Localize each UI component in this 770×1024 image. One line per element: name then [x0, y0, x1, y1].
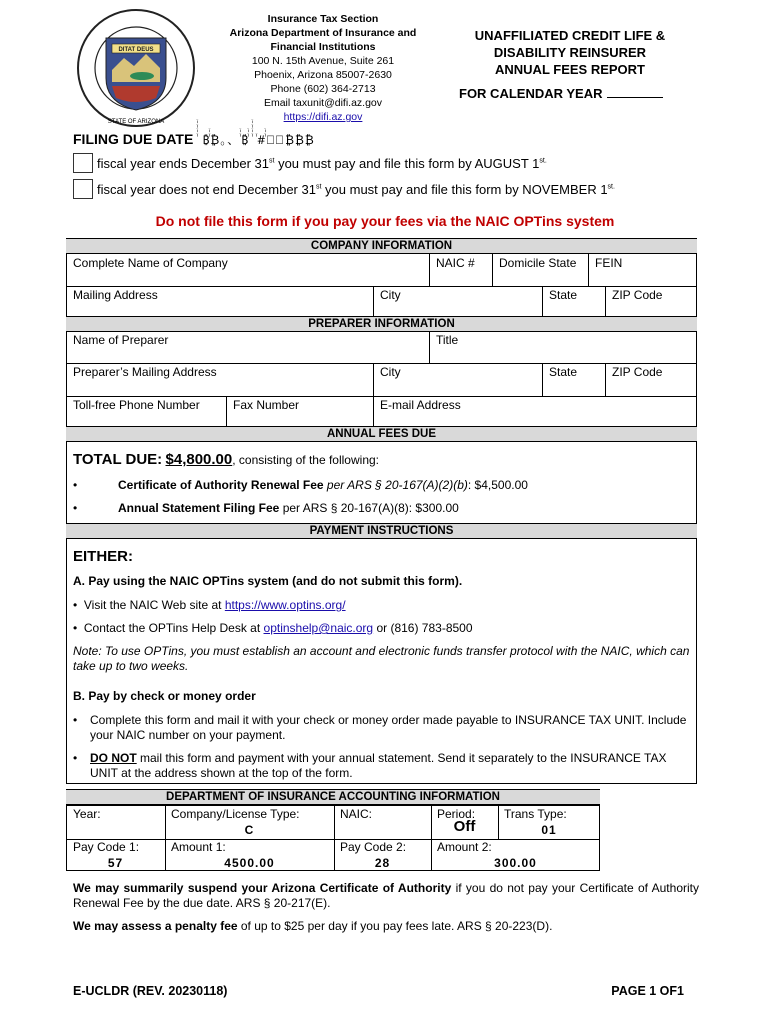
divider: [66, 363, 697, 364]
b2-text: mail this form and payment with your annual statement. Send it separately to the INSURANCE TAX UNIT at the address shown at the top of the form.: [90, 751, 667, 780]
divider: [373, 396, 374, 426]
acct-company-type-value: C: [244, 823, 255, 837]
optins-website-link[interactable]: https://www.optins.org/: [224, 598, 346, 612]
divider: [542, 363, 543, 396]
fee-item1-amount: : $4,500.00: [467, 478, 528, 492]
bullet-icon: •: [73, 501, 78, 515]
filing-due-garbled-text: ꙶꙶꙶꙶ ₿ꙶꙶ₿。、ꙶꙶ₿ꙶꙶ ꙶꙶꙶꙶ ꙶ#ꙶꙶ◯꙱₿₿₿: [197, 133, 315, 147]
acct-naic-label: NAIC:: [340, 807, 373, 821]
acct-amount1-label: Amount 1:: [171, 840, 226, 854]
acct-pay-code2-label: Pay Code 2:: [340, 840, 407, 854]
total-due-line: [73, 451, 379, 468]
divider: [226, 396, 227, 426]
mailing-address-field[interactable]: Mailing Address: [73, 288, 158, 302]
opt1-post: you must pay and file this form by AUGUST 1: [278, 156, 540, 171]
domicile-state-field[interactable]: Domicile State: [499, 256, 577, 270]
divider: [373, 363, 374, 396]
option-b-bullet1: Complete this form and mail it with your check or money order made payable to INSURANCE TAX UNIT. Include your NAIC number on your payment.: [90, 713, 687, 742]
agency-website-link[interactable]: https://difi.az.gov: [283, 111, 363, 123]
preparer-zip-field[interactable]: ZIP Code: [612, 365, 663, 379]
report-title-line1: UNAFFILIATED CREDIT LIFE &: [474, 28, 666, 43]
report-title-line3: ANNUAL FEES REPORT: [495, 62, 645, 77]
opt2-sup: st: [315, 183, 322, 191]
fee-item-filing: [118, 501, 459, 515]
agency-address2: Phoenix, Arizona 85007-2630: [254, 69, 392, 81]
n2-rest: of up to $25 per day if you pay fees late. ARS § 20-223(D).: [237, 919, 553, 933]
bullet-icon: •: [73, 713, 78, 727]
opt1-sup2: st.: [539, 157, 547, 165]
agency-phone: Phone (602) 364-2713: [270, 83, 376, 95]
divider: [605, 286, 606, 316]
divider: [66, 839, 600, 840]
a2-text: Contact the OPTins Help Desk at: [83, 621, 264, 635]
acct-company-type-label: Company/License Type:: [171, 807, 300, 821]
company-name-field[interactable]: Complete Name of Company: [73, 256, 228, 270]
toll-free-phone-field[interactable]: Toll-free Phone Number: [73, 398, 200, 412]
calendar-year-field: [459, 85, 663, 101]
acct-amount2-value: 300.00: [494, 856, 537, 870]
form-revision: E-UCLDR (REV. 20230118): [73, 984, 228, 998]
agency-line1: Insurance Tax Section: [267, 13, 379, 25]
state-seal-logo: [76, 8, 196, 128]
acct-amount2-label: Amount 2:: [437, 840, 492, 854]
optins-email-link[interactable]: optinshelp@naic.org: [263, 621, 374, 635]
annual-fees-header: ANNUAL FEES DUE: [66, 426, 697, 442]
divider: [66, 286, 697, 287]
either-heading: EITHER:: [73, 548, 133, 565]
divider: [66, 396, 697, 397]
bullet-icon: •: [73, 621, 78, 635]
total-due-label: TOTAL DUE:: [73, 451, 163, 468]
email-address-field[interactable]: E-mail Address: [380, 398, 461, 412]
seal-ring-bottom: STATE OF ARIZONA: [107, 119, 165, 125]
page-number: PAGE 1 OF1: [611, 984, 684, 998]
divider: [373, 286, 374, 316]
n1-bold: We may summarily suspend your Arizona Certificate of Authority: [73, 881, 452, 895]
option-a-bullet2: [73, 621, 693, 636]
optins-warning: Do not file this form if you pay your fees via the NAIC OPTins system: [155, 213, 615, 229]
penalty-notice: [73, 919, 699, 934]
acct-pay-code2-value: 28: [374, 856, 391, 870]
n2-bold: We may assess a penalty fee: [73, 919, 238, 933]
preparer-mailing-field[interactable]: Preparer’s Mailing Address: [73, 365, 217, 379]
bullet-icon: •: [73, 598, 78, 612]
agency-address-block: [222, 12, 424, 124]
option-a-title: A. Pay using the NAIC OPTins system (and do not submit this form).: [73, 574, 463, 588]
report-title-line2: DISABILITY REINSURER: [493, 45, 647, 60]
company-info-header: COMPANY INFORMATION: [66, 238, 697, 254]
fee-item1-citation: per ARS § 20-167(A)(2)(b): [323, 478, 468, 492]
preparer-info-header: PREPARER INFORMATION: [66, 316, 697, 332]
opt2-text: fiscal year does not end December 31: [97, 182, 316, 197]
acct-year-label: Year:: [73, 807, 101, 821]
opt2-post: you must pay and file this form by NOVEMBER 1: [325, 182, 608, 197]
acct-pay-code1-value: 57: [107, 856, 124, 870]
accounting-header: DEPARTMENT OF INSURANCE ACCOUNTING INFORMATION: [66, 789, 600, 805]
agency-line2: Arizona Department of Insurance and Financial Institutions: [229, 27, 417, 53]
divider: [429, 331, 430, 363]
naic-field[interactable]: NAIC #: [436, 256, 475, 270]
acct-trans-type-value: 01: [541, 823, 557, 837]
agency-address1: 100 N. 15th Avenue, Suite 261: [251, 55, 395, 67]
fee-item2-rest: per ARS § 20-167(A)(8): $300.00: [279, 501, 459, 515]
report-title: [455, 27, 685, 78]
filing-due-label: FILING DUE DATE: [73, 131, 194, 147]
seal-banner: DITAT DEUS: [118, 47, 154, 53]
payment-instructions-header: PAYMENT INSTRUCTIONS: [66, 523, 697, 539]
preparer-state-field[interactable]: State: [549, 365, 578, 379]
a1-text: Visit the NAIC Web site at: [83, 598, 225, 612]
fee-item-renewal: [118, 478, 528, 492]
n1-rest: if you do not pay your Certificate of Authority Renewal Fee by the due date. ARS § 20-217(E).: [73, 881, 699, 910]
company-zip-field[interactable]: ZIP Code: [612, 288, 663, 302]
agency-email: Email taxunit@difi.az.gov: [263, 97, 383, 109]
divider: [492, 254, 493, 286]
acct-period-value: Off: [453, 818, 476, 835]
bullet-icon: •: [73, 751, 78, 765]
total-due-suffix: , consisting of the following:: [232, 453, 379, 467]
fee-item2-name: Annual Statement Filing Fee: [118, 501, 280, 515]
filing-due-date: [73, 131, 315, 148]
bullet-icon: •: [73, 478, 78, 492]
calendar-year-input[interactable]: [607, 85, 663, 98]
divider: [542, 286, 543, 316]
acct-amount1-value: 4500.00: [224, 856, 275, 870]
total-due-amount: $4,800.00: [165, 451, 233, 468]
calendar-year-label: FOR CALENDAR YEAR: [459, 86, 603, 101]
company-state-field[interactable]: State: [549, 288, 578, 302]
opt1-text: fiscal year ends December 31: [97, 156, 269, 171]
preparer-title-field[interactable]: Title: [436, 333, 459, 347]
fiscal-year-not-end-checkbox[interactable]: [73, 179, 93, 199]
preparer-city-field[interactable]: City: [380, 365, 401, 379]
divider: [605, 363, 606, 396]
fiscal-year-ends-checkbox[interactable]: [73, 153, 93, 173]
fee-item1-name: Certificate of Authority Renewal Fee: [118, 478, 324, 492]
suspension-notice: [73, 881, 699, 911]
divider: [588, 254, 589, 286]
acct-trans-type-label: Trans Type:: [504, 807, 567, 821]
fein-field[interactable]: FEIN: [595, 256, 623, 270]
fax-number-field[interactable]: Fax Number: [233, 398, 300, 412]
do-not-emphasis: DO NOT: [90, 751, 137, 765]
fiscal-year-ends-option: [97, 156, 547, 171]
opt2-sup2: st.: [607, 183, 615, 191]
acct-period-label: Period:: [437, 807, 476, 821]
a2-phone: or (816) 783-8500: [373, 621, 473, 635]
acct-pay-code1-label: Pay Code 1:: [73, 840, 140, 854]
option-a-bullet1: [73, 598, 693, 613]
optins-note: Note: To use OPTins, you must establish an account and electronic funds transfer protocol with the NAIC, which can take up to two weeks.: [73, 644, 690, 673]
preparer-name-field[interactable]: Name of Preparer: [73, 333, 169, 347]
opt1-sup: st: [268, 157, 275, 165]
divider: [66, 805, 600, 806]
divider: [429, 254, 430, 286]
company-city-field[interactable]: City: [380, 288, 401, 302]
option-b-bullet2: [90, 751, 692, 781]
option-b-title: B. Pay by check or money order: [73, 689, 256, 703]
fiscal-year-not-end-option: [97, 182, 615, 197]
